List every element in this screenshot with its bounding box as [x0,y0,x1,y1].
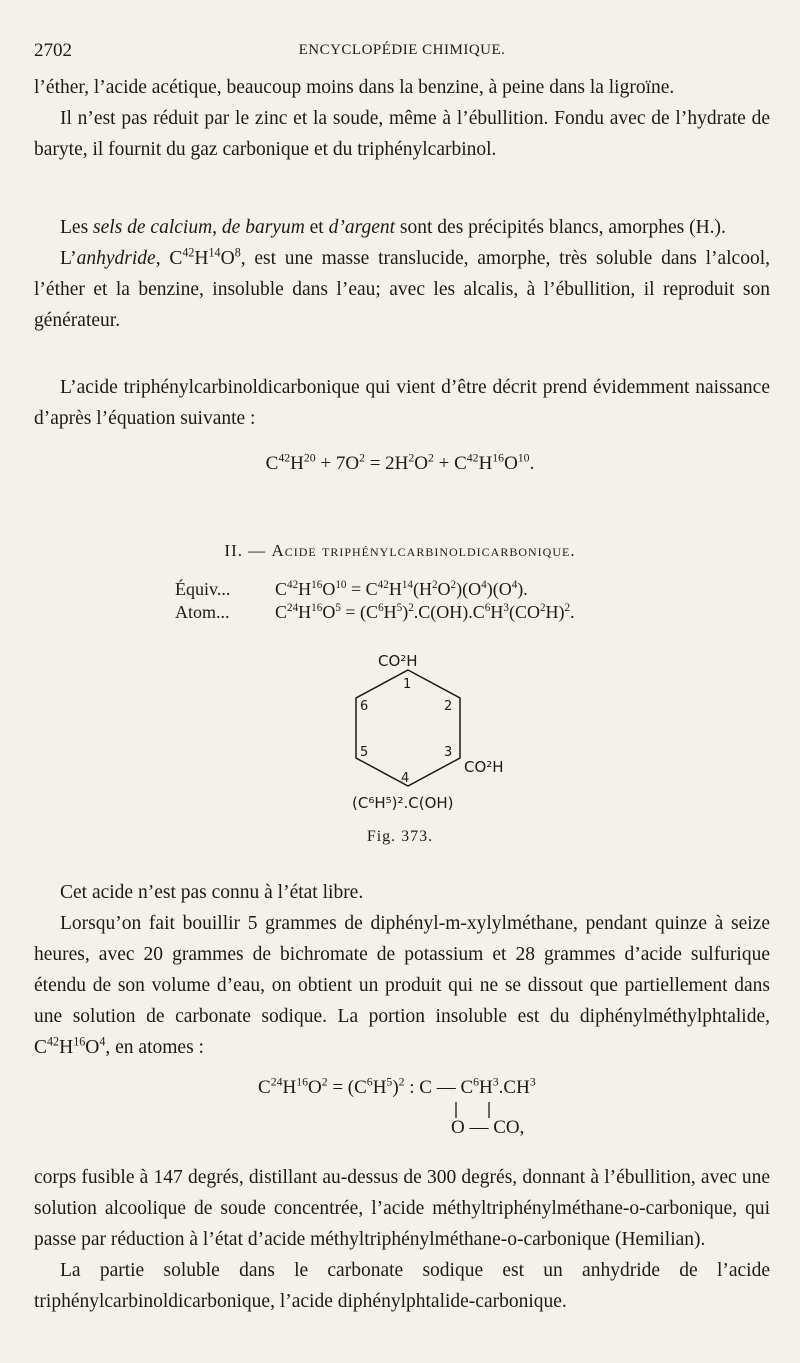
formula-atom: Atom... $C^{24}H^{16}O^5 = (C^6H^5)^2.C(OH).C^6H^3(CO^2H)^2$. [175,602,575,622]
formula-phtalide: $C^{24}H^{16}O^2 = (C^6H^5)^2$ : C — $C^6H^3.CH^3$ [258,1075,536,1098]
fig-position-1: 1 [403,677,412,692]
benzene-ring-figure [330,648,530,828]
text-block-3 [34,372,770,434]
paragraph-anhydride: L’anhydride, $C^{42}H^{14}O^8$, est une masse translucide, amorphe, très soluble dans l’alcool, l’éther et la benzine, insoluble dans l’eau; avec les alcalis, à l’ébullition, il reproduit son générateur. [34,245,770,331]
fig-label-bottom: (C⁶H⁵)².C(OH) [352,794,454,812]
paragraph-salts: Les sels de calcium, de baryum et d’argent sont des précipités blancs, amorphes (H.). [60,217,726,238]
figure-caption: Fig. 373. [366,828,434,845]
paragraph-2: Il n’est pas réduit par le zinc et la soude, même à l’ébullition. Fondu avec de l’hydrate de baryte, il fournit du gaz carbonique et du triphénylcarbinol. [34,108,770,160]
formula-phtalide-line2: O — CO, [451,1117,525,1138]
fig-position-4: 4 [401,771,410,786]
fig-position-5: 5 [360,745,369,760]
equation-1: $C^{42}H^{20} + 7O^2 = 2H^2O^2 + C^{42}H^{16}O^{10}$. [265,451,535,474]
fig-position-3: 3 [444,745,453,760]
paragraph-corps-fusible: corps fusible à 147 degrés, distillant au-dessus de 300 degrés, donnant à l’ébullition, avec une solution alcoolique de soude concentrée, l’acide méthyltriphénylméthane-o-carbonique, qui passe par réduction à l’état d’acide méthyltriphénylméthane-o-carbonique (Hemilian). [34,1167,770,1250]
section-title: II. — Acide triphénylcarbinoldicarbonique. [224,541,576,560]
text-block-2 [34,212,770,336]
fig-position-2: 2 [444,699,453,714]
fig-label-top: CO²H [378,652,418,670]
page-number: 2702 [34,40,72,61]
paragraph-equation-intro: L’acide triphénylcarbinoldicarbonique qui vient d’être décrit prend évidemment naissance d’après l’équation suivante : [34,377,770,429]
text-block-1 [34,72,770,165]
fig-label-right: CO²H [464,758,504,776]
paragraph-boiling: Lorsqu’on fait bouillir 5 grammes de diphényl-m-xylylméthane, pendant quinze à seize heures, avec 20 grammes de bichromate de potassium et 28 grammes d’acide sulfurique étendu de son volume d’eau, on obtient un produit qui ne se dissout que partiellement dans une solution de carbonate sodique. La portion insoluble est du diphénylméthylphtalide, $C^{42}H^{16}O^4$, en atomes : [34,913,770,1058]
formula-equiv: Équiv... $C^{42}H^{16}O^{10} = C^{42}H^{14}(H^2O^2)(O^4)(O^4)$. [175,579,528,599]
running-title: ENCYCLOPÉDIE CHIMIQUE. [298,42,506,58]
paragraph-not-free: Cet acide n’est pas connu à l’état libre. [60,882,364,903]
text-block-4 [34,877,770,1063]
fig-position-6: 6 [360,699,369,714]
page-header [34,40,770,66]
paragraph-1: l’éther, l’acide acétique, beaucoup moins dans la benzine, à peine dans la ligroïne. [34,77,675,98]
paragraph-soluble-part: La partie soluble dans le carbonate sodique est un anhydride de l’acide triphénylcarbinoldicarbonique, l’acide diphénylphtalide-carbonique. [34,1260,770,1312]
text-block-5 [34,1162,770,1317]
